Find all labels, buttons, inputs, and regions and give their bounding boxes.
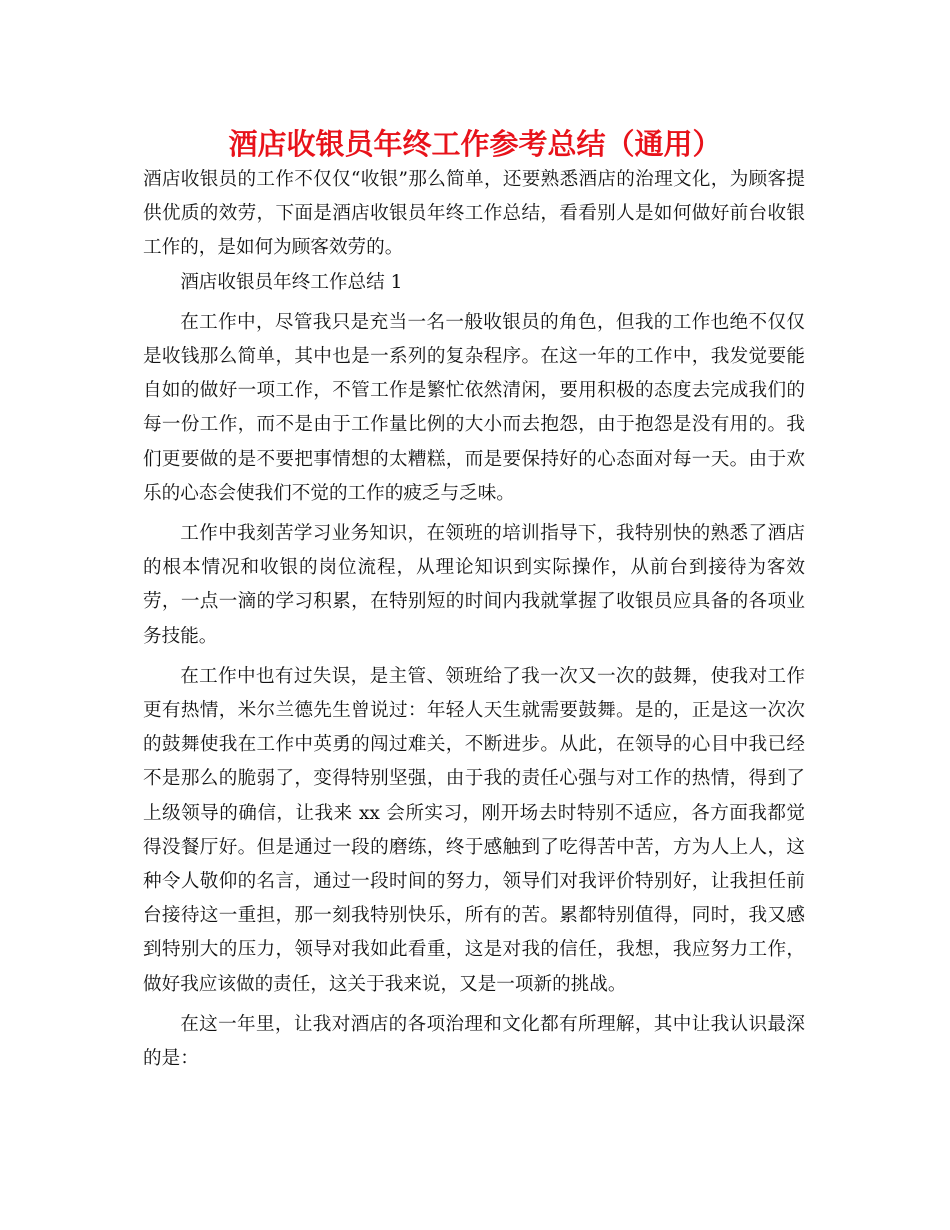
body-paragraph: 在这一年里，让我对酒店的各项治理和文化都有所理解，其中让我认识最深的是： [143,1013,805,1070]
document-body [143,163,805,1076]
intro-paragraph: 酒店收银员的工作不仅仅“收银”那么简单，还要熟悉酒店的治理文化，为顾客提供优质的效劳，下面是酒店收银员年终工作总结，看看别人是如何做好前台收银工作的，是如何为顾客效劳的。 [143,169,805,259]
body-paragraph: 在工作中，尽管我只是充当一名一般收银员的角色，但我的工作也绝不仅仅是收钱那么简单，其中也是一系列的复杂程序。在这一年的工作中，我发觉要能自如的做好一项工作，不管工作是繁忙依然清闲，要用积极的态度去完成我们的每一份工作，而不是由于工作量比例的大小而去抱怨，由于抱怨是没有用的。我们更要做的是不要把事情想的太糟糕，而是要保持好的心态面对每一天。由于欢乐的心态会使我们不觉的工作的疲乏与乏味。 [143,311,805,504]
body-paragraph: 工作中我刻苦学习业务知识，在领班的培训指导下，我特别快的熟悉了酒店的根本情况和收银的岗位流程，从理论知识到实际操作，从前台到接待为客效劳，一点一滴的学习积累，在特别短的时间内我就掌握了收银员应具备的各项业务技能。 [143,523,805,647]
document-title: 酒店收银员年终工作参考总结（通用） [228,127,722,161]
body-paragraph: 在工作中也有过失误，是主管、领班给了我一次又一次的鼓舞，使我对工作更有热情，米尔兰德先生曾说过：年轻人天生就需要鼓舞。是的，正是这一次次的鼓舞使我在工作中英勇的闯过难关，不断进步。从此，在领导的心目中我已经不是那么的脆弱了，变得特别坚强，由于我的责任心强与对工作的热情，得到了上级领导的确信，让我来 xx 会所实习，刚开场去时特别不适应，各方面我都觉得没餐厅好。但是通过一段的磨练，终于感触到了吃得苦中苦，方为人上人，这种令人敬仰的名言，通过一段时间的努力，领导们对我评价特别好，让我担任前台接待这一重担，那一刻我特别快乐，所有的苦。累都特别值得，同时，我又感到特别大的压力，领导对我如此看重，这是对我的信任，我想，我应努力工作，做好我应该做的责任，这关于我来说，又是一项新的挑战。 [143,665,805,995]
section-heading: 酒店收银员年终工作总结 1 [180,271,403,293]
